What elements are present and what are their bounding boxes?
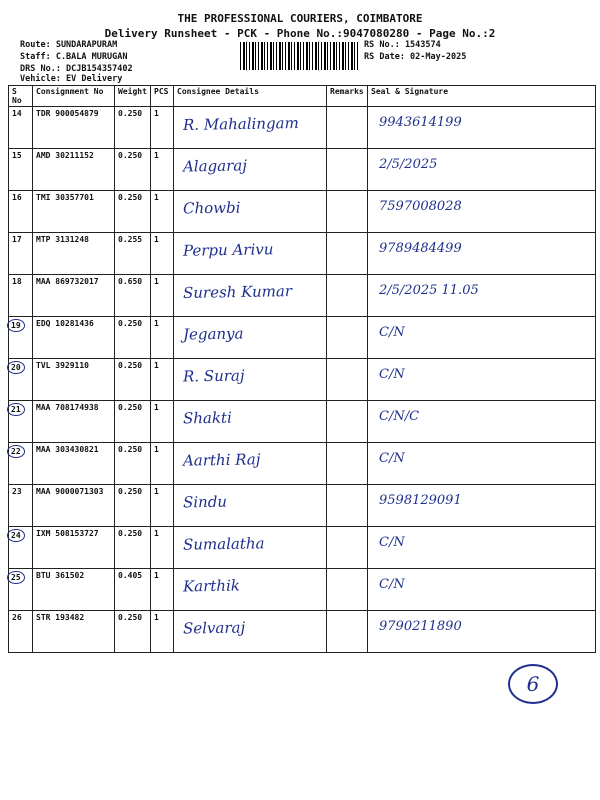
table-row bbox=[9, 485, 596, 527]
sno-circled: 21 bbox=[7, 403, 25, 416]
signature-cell bbox=[368, 443, 596, 485]
pcs-cell: 1 bbox=[151, 275, 174, 317]
consignee-cell bbox=[174, 569, 327, 611]
table-row bbox=[9, 233, 596, 275]
sno-cell bbox=[9, 359, 33, 401]
signature-cell bbox=[368, 569, 596, 611]
signature-cell bbox=[368, 275, 596, 317]
signature-cell bbox=[368, 401, 596, 443]
consignment-cell: TMI 30357701 bbox=[33, 191, 115, 233]
sno-circled: 20 bbox=[7, 361, 25, 374]
consignee-cell bbox=[174, 485, 327, 527]
remarks-cell bbox=[327, 275, 368, 317]
weight-cell: 0.250 bbox=[115, 527, 151, 569]
consignee-cell bbox=[174, 401, 327, 443]
weight-cell: 0.255 bbox=[115, 233, 151, 275]
weight-cell: 0.250 bbox=[115, 443, 151, 485]
consignee-cell bbox=[174, 317, 327, 359]
pcs-cell: 1 bbox=[151, 107, 174, 149]
consignee-handwriting: Aarthi Raj bbox=[182, 450, 261, 470]
sno-cell: 16 bbox=[9, 191, 33, 233]
staff-label: Staff: C.BALA MURUGAN bbox=[20, 52, 128, 62]
remarks-cell bbox=[327, 317, 368, 359]
signature-cell bbox=[368, 359, 596, 401]
consignee-handwriting: R. Suraj bbox=[182, 366, 245, 386]
consignment-cell: AMD 30211152 bbox=[33, 149, 115, 191]
signature-handwriting: 2/5/2025 11.05 bbox=[379, 283, 479, 298]
sno-circled: 24 bbox=[7, 529, 25, 542]
weight-cell: 0.250 bbox=[115, 359, 151, 401]
table-row bbox=[9, 611, 596, 653]
consignee-cell bbox=[174, 275, 327, 317]
pcs-cell: 1 bbox=[151, 401, 174, 443]
remarks-cell bbox=[327, 443, 368, 485]
sno-cell: 23 bbox=[9, 485, 33, 527]
remarks-cell bbox=[327, 527, 368, 569]
remarks-cell bbox=[327, 401, 368, 443]
remarks-cell bbox=[327, 149, 368, 191]
signature-cell bbox=[368, 191, 596, 233]
consignee-handwriting: Alagaraj bbox=[182, 156, 248, 176]
sno-cell: 26 bbox=[9, 611, 33, 653]
consignee-handwriting: Sumalatha bbox=[182, 534, 265, 554]
consignee-cell bbox=[174, 359, 327, 401]
weight-cell: 0.250 bbox=[115, 317, 151, 359]
signature-handwriting: 9598129091 bbox=[379, 493, 462, 508]
remarks-cell bbox=[327, 107, 368, 149]
signature-handwriting: C/N bbox=[379, 367, 405, 382]
signature-handwriting: 9943614199 bbox=[379, 115, 462, 130]
runsheet-table bbox=[8, 85, 596, 653]
consignee-cell bbox=[174, 443, 327, 485]
consignment-cell: BTU 361502 bbox=[33, 569, 115, 611]
consignment-cell: IXM 508153727 bbox=[33, 527, 115, 569]
table-row bbox=[9, 317, 596, 359]
table-row bbox=[9, 191, 596, 233]
sno-cell: 18 bbox=[9, 275, 33, 317]
sno-circled: 22 bbox=[7, 445, 25, 458]
sno-circled: 25 bbox=[7, 571, 25, 584]
company-title: THE PROFESSIONAL COURIERS, COIMBATORE bbox=[177, 12, 423, 25]
table-row bbox=[9, 149, 596, 191]
pcs-cell: 1 bbox=[151, 611, 174, 653]
consignee-cell bbox=[174, 527, 327, 569]
route-label: Route: SUNDARAPURAM bbox=[20, 40, 118, 50]
signature-handwriting: C/N bbox=[379, 325, 405, 340]
remarks-cell bbox=[327, 191, 368, 233]
signature-handwriting: 7597008028 bbox=[379, 199, 462, 214]
consignee-handwriting: Chowbi bbox=[182, 198, 241, 218]
col-signature: Seal & Signature bbox=[368, 86, 596, 107]
signature-handwriting: C/N bbox=[379, 451, 405, 466]
consignee-cell bbox=[174, 191, 327, 233]
rs-date: RS Date: 02-May-2025 bbox=[364, 52, 467, 62]
consignment-cell: MAA 9000071303 bbox=[33, 485, 115, 527]
drs-label: DRS No.: DCJB154357402 bbox=[20, 64, 133, 74]
sno-cell: 14 bbox=[9, 107, 33, 149]
runsheet-subtitle: Delivery Runsheet - PCK - Phone No.:9047080280 - Page No.:2 bbox=[104, 27, 496, 40]
pcs-cell: 1 bbox=[151, 359, 174, 401]
signature-handwriting: 9790211890 bbox=[379, 619, 462, 634]
weight-cell: 0.250 bbox=[115, 107, 151, 149]
consignment-cell: TDR 900054879 bbox=[33, 107, 115, 149]
consignment-cell: MAA 303430821 bbox=[33, 443, 115, 485]
col-weight: Weight bbox=[115, 86, 151, 107]
pcs-cell: 1 bbox=[151, 527, 174, 569]
pcs-cell: 1 bbox=[151, 443, 174, 485]
signature-cell bbox=[368, 317, 596, 359]
weight-cell: 0.250 bbox=[115, 401, 151, 443]
signature-cell bbox=[368, 527, 596, 569]
sno-cell bbox=[9, 317, 33, 359]
rs-number: RS No.: 1543574 bbox=[364, 40, 441, 50]
consignee-handwriting: Jeganya bbox=[182, 324, 244, 344]
consignee-handwriting: Shakti bbox=[182, 408, 232, 428]
consignment-cell: STR 193482 bbox=[33, 611, 115, 653]
col-remarks: Remarks bbox=[327, 86, 368, 107]
consignee-handwriting: Sindu bbox=[182, 492, 228, 512]
signature-handwriting: 9789484499 bbox=[379, 241, 462, 256]
signature-cell bbox=[368, 611, 596, 653]
consignee-cell bbox=[174, 149, 327, 191]
remarks-cell bbox=[327, 485, 368, 527]
table-header-row bbox=[9, 86, 596, 107]
sno-circled: 19 bbox=[7, 319, 25, 332]
pcs-cell: 1 bbox=[151, 317, 174, 359]
signature-cell bbox=[368, 485, 596, 527]
consignment-cell: MAA 869732017 bbox=[33, 275, 115, 317]
consignee-handwriting: Suresh Kumar bbox=[182, 282, 293, 302]
remarks-cell bbox=[327, 611, 368, 653]
col-consignee: Consignee Details bbox=[174, 86, 327, 107]
remarks-cell bbox=[327, 359, 368, 401]
consignment-cell: MTP 3131248 bbox=[33, 233, 115, 275]
table-row bbox=[9, 443, 596, 485]
sno-cell bbox=[9, 443, 33, 485]
consignee-handwriting: R. Mahalingam bbox=[182, 113, 299, 135]
weight-cell: 0.250 bbox=[115, 191, 151, 233]
pcs-cell: 1 bbox=[151, 149, 174, 191]
table-row bbox=[9, 275, 596, 317]
barcode bbox=[240, 42, 358, 70]
signature-cell bbox=[368, 149, 596, 191]
signature-handwriting: C/N/C bbox=[379, 409, 420, 424]
consignee-cell bbox=[174, 611, 327, 653]
weight-cell: 0.250 bbox=[115, 485, 151, 527]
signature-handwriting: C/N bbox=[379, 577, 405, 592]
table-row bbox=[9, 401, 596, 443]
sno-cell: 17 bbox=[9, 233, 33, 275]
table-row bbox=[9, 527, 596, 569]
consignment-cell: TVL 3929110 bbox=[33, 359, 115, 401]
col-pcs: PCS bbox=[151, 86, 174, 107]
pcs-cell: 1 bbox=[151, 569, 174, 611]
weight-cell: 0.650 bbox=[115, 275, 151, 317]
weight-cell: 0.405 bbox=[115, 569, 151, 611]
consignment-cell: EDQ 10281436 bbox=[33, 317, 115, 359]
consignee-handwriting: Karthik bbox=[182, 576, 241, 596]
remarks-cell bbox=[327, 569, 368, 611]
vehicle-label: Vehicle: EV Delivery bbox=[20, 74, 123, 84]
col-consignment: Consignment No bbox=[33, 86, 115, 107]
consignee-cell bbox=[174, 107, 327, 149]
pcs-cell: 1 bbox=[151, 485, 174, 527]
sno-cell bbox=[9, 527, 33, 569]
remarks-cell bbox=[327, 233, 368, 275]
col-sno: S No bbox=[9, 86, 33, 107]
signature-cell bbox=[368, 233, 596, 275]
table-row bbox=[9, 359, 596, 401]
sno-cell bbox=[9, 569, 33, 611]
consignee-handwriting: Perpu Arivu bbox=[182, 240, 274, 260]
consignment-cell: MAA 708174938 bbox=[33, 401, 115, 443]
page-number-mark: 6 bbox=[508, 664, 558, 704]
signature-handwriting: 2/5/2025 bbox=[379, 157, 438, 172]
table-row bbox=[9, 107, 596, 149]
sno-cell bbox=[9, 401, 33, 443]
sno-cell: 15 bbox=[9, 149, 33, 191]
signature-handwriting: C/N bbox=[379, 535, 405, 550]
weight-cell: 0.250 bbox=[115, 611, 151, 653]
consignee-cell bbox=[174, 233, 327, 275]
consignee-handwriting: Selvaraj bbox=[182, 618, 246, 638]
weight-cell: 0.250 bbox=[115, 149, 151, 191]
pcs-cell: 1 bbox=[151, 233, 174, 275]
pcs-cell: 1 bbox=[151, 191, 174, 233]
table-row bbox=[9, 569, 596, 611]
signature-cell bbox=[368, 107, 596, 149]
